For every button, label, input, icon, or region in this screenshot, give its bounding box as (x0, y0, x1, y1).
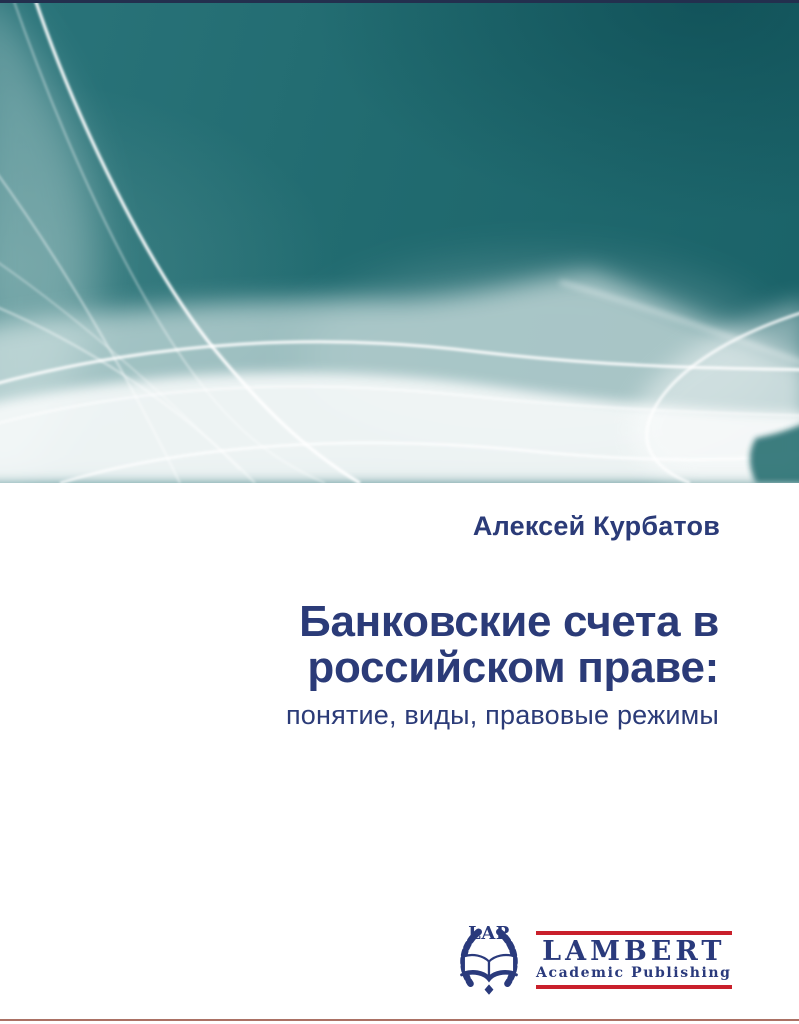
book-subtitle: понятие, виды, правовые режимы (285, 700, 719, 730)
publisher-tagline: Academic Publishing (536, 965, 732, 982)
publisher-name: LAMBERT (542, 936, 726, 968)
cover-artwork (0, 0, 799, 483)
publisher-monogram: LAP (468, 923, 510, 944)
publisher-wordmark (536, 931, 732, 988)
red-rule-bottom (536, 985, 732, 989)
wreath-base-leaf (485, 984, 494, 994)
book-title-line-1: Банковские счета в (299, 597, 719, 646)
lap-emblem (452, 923, 526, 997)
book-title-line-2: российском праве: (307, 643, 719, 692)
top-edge-strip (0, 0, 799, 3)
silk-smoke-graphic (0, 0, 799, 483)
title-block (286, 599, 719, 731)
red-rule-top (536, 931, 732, 935)
bottom-edge-line (0, 1019, 799, 1021)
author-name: Алексей Курбатов (472, 511, 720, 541)
publisher-logo (452, 923, 732, 997)
